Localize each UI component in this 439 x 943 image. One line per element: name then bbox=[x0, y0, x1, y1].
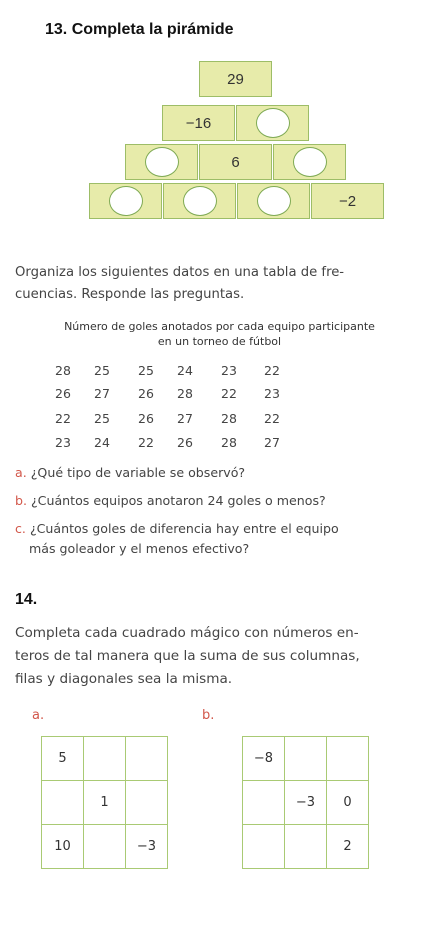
pyramid-row3-box-1[interactable] bbox=[125, 144, 198, 180]
goals-value: 27 bbox=[177, 411, 193, 426]
square-b-cell[interactable] bbox=[243, 825, 285, 869]
table-title-line: en un torneo de fútbol bbox=[157, 335, 282, 348]
goals-value: 26 bbox=[138, 386, 154, 401]
blank-circle[interactable] bbox=[183, 186, 217, 216]
goals-value: 27 bbox=[264, 435, 280, 450]
square-b-cell: −3 bbox=[285, 781, 327, 825]
square-a-cell[interactable] bbox=[84, 825, 126, 869]
question-c-continued bbox=[15, 539, 339, 559]
pyramid-row2-value: −16 bbox=[185, 114, 212, 132]
instruction-line: Organiza los siguientes datos en una tabla de fre- bbox=[15, 265, 345, 280]
frequency-instructions bbox=[15, 262, 344, 306]
instruction-line: teros de tal manera que la suma de sus columnas, bbox=[15, 648, 360, 664]
exercise-14-title bbox=[15, 591, 37, 609]
question-text: ¿Cuántos goles de diferencia hay entre el equipo bbox=[29, 521, 339, 536]
goals-value: 27 bbox=[94, 386, 110, 401]
instruction-line: filas y diagonales sea la misma. bbox=[15, 671, 233, 687]
square-a-label: a. bbox=[32, 708, 45, 723]
square-b-cell[interactable] bbox=[327, 737, 369, 781]
question-letter: a. bbox=[15, 465, 27, 480]
blank-circle[interactable] bbox=[257, 186, 291, 216]
square-b-label: b. bbox=[202, 708, 215, 723]
square-a-cell: −3 bbox=[126, 825, 168, 869]
exercise-13-heading: Completa la pirámide bbox=[71, 21, 234, 38]
pyramid-row3-value: 6 bbox=[231, 153, 240, 171]
question-b bbox=[15, 491, 339, 511]
table-title bbox=[15, 319, 424, 349]
square-a-cell[interactable] bbox=[126, 781, 168, 825]
square-a-cell: 10 bbox=[42, 825, 84, 869]
question-letter: b. bbox=[15, 493, 27, 508]
pyramid-row3-box-2 bbox=[199, 144, 272, 180]
question-text: más goleador y el menos efectivo? bbox=[29, 541, 250, 556]
pyramid-row2-box-1 bbox=[162, 105, 235, 141]
square-a-cell[interactable] bbox=[84, 737, 126, 781]
square-b-cell: −8 bbox=[243, 737, 285, 781]
goals-value: 22 bbox=[138, 435, 154, 450]
pyramid-row4-box-4 bbox=[311, 183, 384, 219]
goals-value: 22 bbox=[55, 411, 71, 426]
pyramid-row2-box-2[interactable] bbox=[236, 105, 309, 141]
pyramid-row4-box-2[interactable] bbox=[163, 183, 236, 219]
square-a-cell: 5 bbox=[42, 737, 84, 781]
instruction-line: Completa cada cuadrado mágico con números en- bbox=[15, 625, 359, 641]
pyramid-row4-box-1[interactable] bbox=[89, 183, 162, 219]
goals-value: 26 bbox=[138, 411, 154, 426]
goals-value: 22 bbox=[221, 386, 237, 401]
goals-value: 23 bbox=[55, 435, 71, 450]
goals-value: 25 bbox=[94, 363, 110, 378]
blank-circle[interactable] bbox=[293, 147, 327, 177]
blank-circle[interactable] bbox=[256, 108, 290, 138]
square-a-cell: 1 bbox=[84, 781, 126, 825]
pyramid-top-box bbox=[199, 61, 272, 97]
exercise-13-title bbox=[45, 21, 234, 39]
goals-value: 24 bbox=[177, 363, 193, 378]
pyramid-row3-box-3[interactable] bbox=[273, 144, 346, 180]
magic-square-instructions bbox=[15, 622, 360, 691]
goals-value: 23 bbox=[221, 363, 237, 378]
pyramid-row4-box-3[interactable] bbox=[237, 183, 310, 219]
blank-circle[interactable] bbox=[145, 147, 179, 177]
question-c bbox=[15, 519, 339, 539]
pyramid-row4-value: −2 bbox=[338, 192, 357, 210]
goals-value: 23 bbox=[264, 386, 280, 401]
question-text: ¿Qué tipo de variable se observó? bbox=[30, 465, 246, 480]
goals-value: 28 bbox=[221, 411, 237, 426]
goals-value: 26 bbox=[55, 386, 71, 401]
question-a bbox=[15, 463, 339, 483]
question-text: ¿Cuántos equipos anotaron 24 goles o menos? bbox=[31, 493, 326, 508]
goals-value: 24 bbox=[94, 435, 110, 450]
pyramid-top-value: 29 bbox=[227, 70, 244, 88]
goals-value: 25 bbox=[138, 363, 154, 378]
questions-list bbox=[15, 463, 339, 559]
blank-circle[interactable] bbox=[109, 186, 143, 216]
goals-value: 28 bbox=[55, 363, 71, 378]
goals-value: 22 bbox=[264, 363, 280, 378]
table-title-line: Número de goles anotados por cada equipo participante bbox=[64, 320, 375, 333]
question-letter: c. bbox=[15, 521, 26, 536]
goals-value: 28 bbox=[177, 386, 193, 401]
square-b-cell: 2 bbox=[327, 825, 369, 869]
magic-square-b bbox=[242, 736, 369, 869]
square-b-cell[interactable] bbox=[285, 737, 327, 781]
exercise-13-number: 13. bbox=[45, 21, 68, 38]
goals-value: 28 bbox=[221, 435, 237, 450]
square-b-cell: 0 bbox=[327, 781, 369, 825]
magic-square-a bbox=[41, 736, 168, 869]
goals-value: 26 bbox=[177, 435, 193, 450]
instruction-line: cuencias. Responde las preguntas. bbox=[15, 287, 245, 302]
square-b-cell[interactable] bbox=[285, 825, 327, 869]
square-a-cell[interactable] bbox=[126, 737, 168, 781]
goals-value: 25 bbox=[94, 411, 110, 426]
square-b-cell[interactable] bbox=[243, 781, 285, 825]
goals-value: 22 bbox=[264, 411, 280, 426]
square-a-cell[interactable] bbox=[42, 781, 84, 825]
exercise-14-number: 14. bbox=[15, 591, 38, 608]
